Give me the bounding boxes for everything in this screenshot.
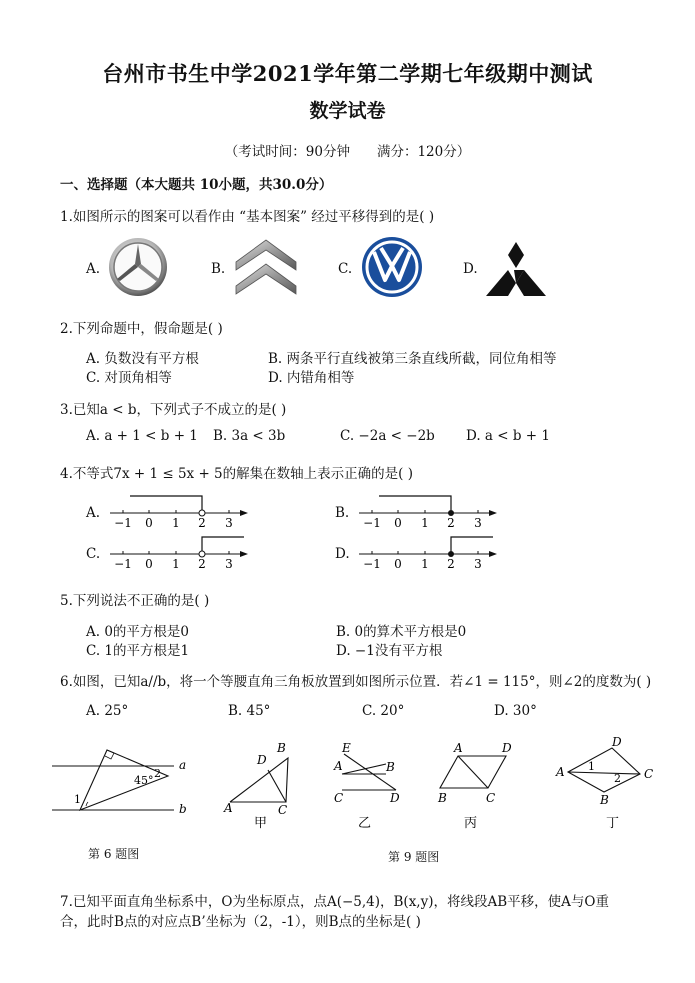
q5-option-a: A. 0的平方根是0 xyxy=(86,624,190,640)
tick-label: −1 xyxy=(363,557,381,571)
tick-label: −1 xyxy=(363,516,381,530)
vertex-label: B xyxy=(438,791,447,805)
vertex-label: C xyxy=(644,767,654,781)
section-heading: 一、选择题（本大题共 10小题，共30.0分） xyxy=(60,177,333,193)
vertex-label: E xyxy=(342,741,351,755)
figure-yi xyxy=(330,740,410,832)
q2-option-c: C. 对顶角相等 xyxy=(86,370,172,386)
q5-option-b: B. 0的算术平方根是0 xyxy=(336,624,467,640)
q2-option-b: B. 两条平行直线被第三条直线所截，同位角相等 xyxy=(268,351,557,367)
tick-label: 0 xyxy=(394,557,402,571)
figure-name: 丙 xyxy=(464,816,478,831)
tick-label: 3 xyxy=(225,557,233,571)
q5-stem: 5.下列说法不正确的是( ) xyxy=(60,593,210,609)
number-line-a xyxy=(106,492,256,532)
q3-option-d: D. a < b + 1 xyxy=(466,428,550,444)
three-diamonds-logo-icon xyxy=(484,240,548,298)
figure-6-parallel-lines-triangle xyxy=(50,742,200,824)
line-label-a: a xyxy=(179,758,187,772)
q5-option-d: D. −1没有平方根 xyxy=(336,643,443,659)
q4-option-a-label: A. xyxy=(86,505,101,521)
number-line-c xyxy=(106,533,256,573)
figure-6-caption: 第 6 题图 xyxy=(88,847,140,861)
q5-option-c: C. 1的平方根是1 xyxy=(86,643,190,659)
q2-option-d: D. 内错角相等 xyxy=(268,370,355,386)
q1-option-a-label: A. xyxy=(86,261,101,277)
tick-label: 2 xyxy=(447,557,455,571)
figure-bing xyxy=(436,740,526,832)
figure-name: 乙 xyxy=(358,816,372,831)
q3-option-a: A. a + 1 < b + 1 xyxy=(86,428,198,444)
q1-option-d-label: D. xyxy=(463,261,478,277)
figure-jia xyxy=(220,740,300,832)
figure-name: 丁 xyxy=(606,816,620,831)
q3-option-c: C. −2a < −2b xyxy=(340,428,435,444)
round-emblem-logo-icon xyxy=(361,236,423,298)
angle-label: 2 xyxy=(614,772,621,785)
angle-2-label: 2 xyxy=(154,767,161,780)
double-chevron-logo-icon xyxy=(234,236,298,298)
line-label-b: b xyxy=(179,802,187,816)
q1-option-c-label: C. xyxy=(338,261,353,277)
tick-label: 0 xyxy=(145,557,153,571)
tick-label: 1 xyxy=(421,557,429,571)
figure-ding xyxy=(552,736,662,832)
three-pointed-star-logo-icon xyxy=(106,236,170,298)
vertex-label: D xyxy=(612,736,622,749)
q4-option-c-label: C. xyxy=(86,546,101,562)
q6-option-c: C. 20° xyxy=(362,703,405,719)
vertex-label: C xyxy=(334,791,344,805)
vertex-label: B xyxy=(277,741,286,755)
q4-option-d-label: D. xyxy=(335,546,350,562)
tick-label: 1 xyxy=(172,557,180,571)
vertex-label: D xyxy=(390,791,400,805)
vertex-label: A xyxy=(334,759,343,773)
q4-option-b-label: B. xyxy=(335,505,350,521)
q3-stem: 3.已知a < b，下列式子不成立的是( ) xyxy=(60,402,287,418)
vertex-label: D xyxy=(502,741,512,755)
tick-label: −1 xyxy=(114,516,132,530)
q6-stem: 6.如图，已知a//b，将一个等腰直角三角板放置到如图所示位置．若∠1 = 115°，则∠2的度数为( ) xyxy=(60,674,652,690)
q2-stem: 2.下列命题中，假命题是( ) xyxy=(60,321,223,337)
q3-option-b: B. 3a < 3b xyxy=(213,428,286,444)
angle-label: 1 xyxy=(588,760,595,773)
figure-9-caption: 第 9 题图 xyxy=(388,850,440,864)
vertex-label: A xyxy=(224,801,233,815)
page-title: 台州市书生中学2021学年第二学期七年级期中测试 xyxy=(102,61,593,86)
vertex-label: B xyxy=(600,793,609,807)
tick-label: −1 xyxy=(114,557,132,571)
vertex-label: C xyxy=(486,791,496,805)
tick-label: 0 xyxy=(394,516,402,530)
tick-label: 1 xyxy=(421,516,429,530)
q6-option-b: B. 45° xyxy=(228,703,271,719)
tick-label: 2 xyxy=(198,516,206,530)
tick-label: 0 xyxy=(145,516,153,530)
exam-info: （考试时间：90分钟 满分：120分） xyxy=(224,144,471,160)
q1-option-b-label: B. xyxy=(211,261,226,277)
figure-name: 甲 xyxy=(254,816,268,831)
tick-label: 2 xyxy=(447,516,455,530)
number-line-d xyxy=(355,533,505,573)
tick-label: 3 xyxy=(474,516,482,530)
tick-label: 1 xyxy=(172,516,180,530)
tick-label: 3 xyxy=(225,516,233,530)
vertex-label: B xyxy=(386,760,395,774)
q7-stem-line1: 7.已知平面直角坐标系中，O为坐标原点，点A(−5,4)，B(x,y)，将线段AB平移，使A与O重 xyxy=(60,894,609,910)
page-subtitle: 数学试卷 xyxy=(309,100,386,122)
tick-label: 2 xyxy=(198,557,206,571)
vertex-label: C xyxy=(278,803,288,817)
q6-option-d: D. 30° xyxy=(494,703,537,719)
vertex-label: A xyxy=(556,765,565,779)
q1-stem: 1.如图所示的图案可以看作由 “基本图案” 经过平移得到的是( ) xyxy=(60,209,435,225)
q2-option-a: A. 负数没有平方根 xyxy=(86,351,199,367)
q4-stem: 4.不等式7x + 1 ≤ 5x + 5的解集在数轴上表示正确的是( ) xyxy=(60,466,413,482)
vertex-label: D xyxy=(257,753,267,767)
vertex-label: A xyxy=(454,741,463,755)
q7-stem-line2: 合，此时B点的对应点B’坐标为（2，-1），则B点的坐标是( ) xyxy=(60,914,421,930)
q6-option-a: A. 25° xyxy=(86,703,129,719)
angle-45-label: 45° xyxy=(134,774,154,787)
angle-1-label: 1 xyxy=(74,793,81,806)
tick-label: 3 xyxy=(474,557,482,571)
number-line-b xyxy=(355,492,505,532)
